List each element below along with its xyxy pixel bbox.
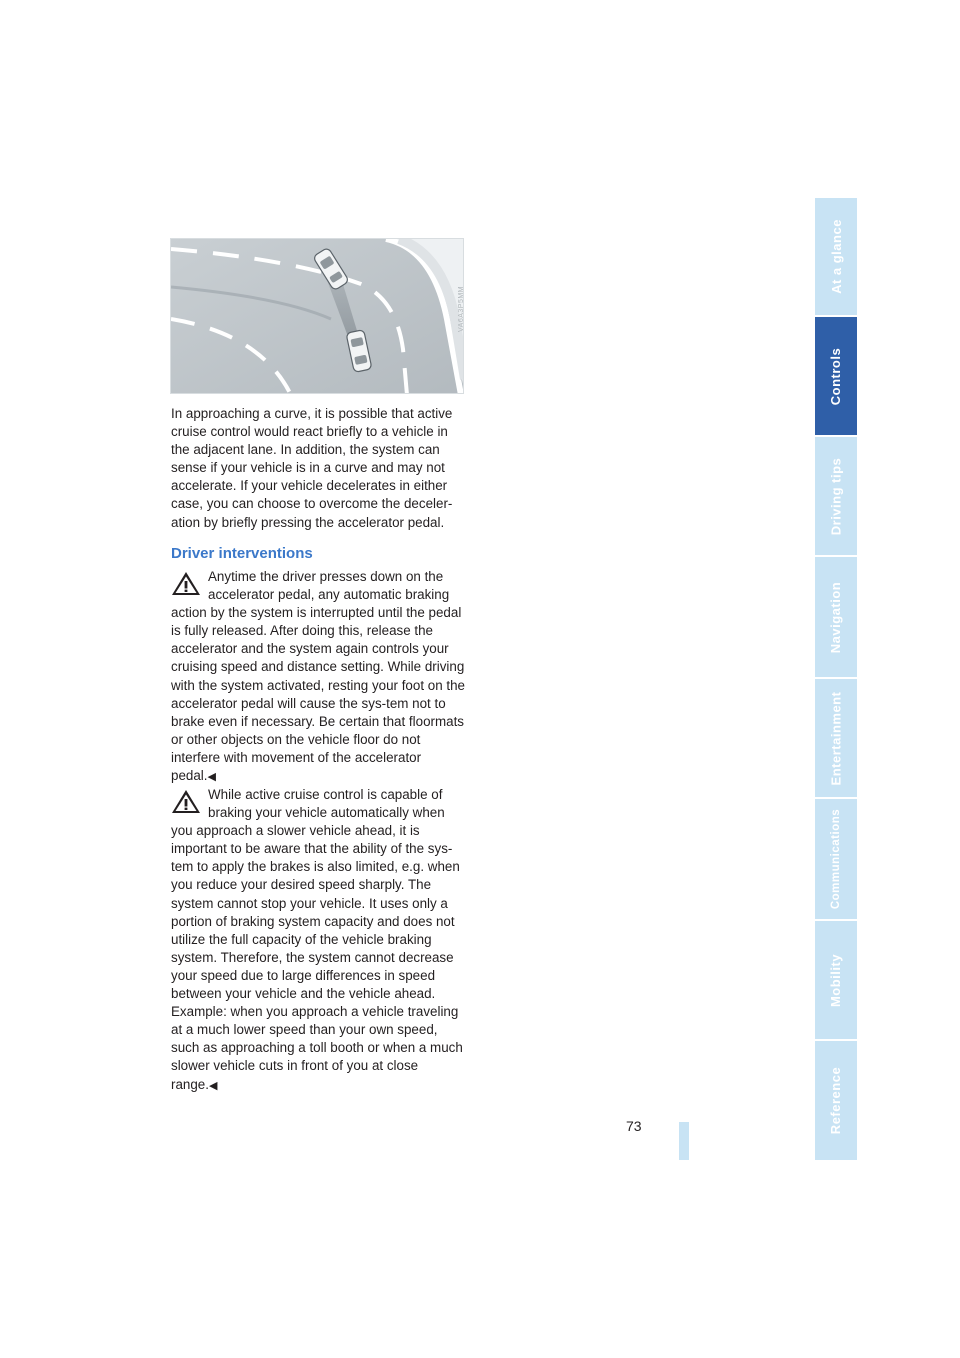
- tab-label: Driving tips: [828, 457, 844, 535]
- intro-text: In approaching a curve, it is possible that active cruise control would react briefly to a vehicle in the adjacent lane. In addition, the system can sense if your vehicle is in a curve and may not accelerate. If your vehicle decelerates in either case, you can choose to overcome the deceler-ation by briefly pressing the accelerator pedal.: [171, 406, 453, 530]
- warning-text-1: Anytime the driver presses down on the accelerator pedal, any automatic braking action by the system is interrupted until the pedal is fully released. After doing this, release the accelerator and the system again controls your cruising speed and distance setting. While driving with the system activated, resting your foot on the accelerator pedal will cause the sys-tem not to brake even if necessary. Be certain that floormats or other objects on the vehicle floor do not interfere with movement of the accelerator pedal.: [171, 569, 465, 784]
- tab-at-a-glance[interactable]: [815, 198, 857, 315]
- page-number-bar: [679, 1122, 689, 1160]
- end-mark-icon: ◀: [207, 771, 216, 784]
- warning-triangle-icon: [171, 571, 201, 596]
- tab-label: Communications: [830, 808, 843, 910]
- tab-mobility[interactable]: [815, 921, 857, 1039]
- page-number: 73: [626, 1118, 642, 1134]
- tab-label: Controls: [828, 347, 844, 405]
- tab-reference[interactable]: [815, 1041, 857, 1160]
- tab-navigation[interactable]: [815, 557, 857, 677]
- warning-block-2: [171, 786, 467, 1095]
- tab-label: Reference: [828, 1066, 844, 1135]
- intro-paragraph: [171, 405, 467, 532]
- tab-entertainment[interactable]: [815, 679, 857, 797]
- tab-label: At a glance: [828, 219, 844, 294]
- tab-controls[interactable]: [815, 317, 857, 435]
- tab-label: Entertainment: [828, 691, 844, 785]
- tab-label: Navigation: [828, 581, 844, 653]
- tab-label: Mobility: [828, 953, 844, 1007]
- warning-triangle-icon: [171, 789, 201, 814]
- curve-illustration: [170, 238, 464, 394]
- warning-block-1: [171, 568, 467, 786]
- end-mark-icon: ◀: [208, 1079, 218, 1092]
- section-heading: Driver interventions: [171, 545, 313, 562]
- curve-road-diagram: [171, 239, 464, 394]
- figure-code: VA6A3P5MM: [458, 286, 465, 332]
- tab-driving-tips[interactable]: [815, 437, 857, 555]
- tab-communications[interactable]: [815, 799, 857, 919]
- warning-text-2: While active cruise control is capable of braking your vehicle automatically when you approach a slower vehicle ahead, it is important to be aware that the ability of the sys-tem to apply the brakes is also limited, e.g. when you reduce your desired speed sharply. The system cannot stop your vehicle. It uses only a portion of braking system capacity and does not utilize the full capacity of the vehicle braking system. Therefore, the system cannot decrease your speed due to large differences in speed between your vehicle and the vehicle ahead. Example: when you approach a vehicle traveling at a much lower speed than your own speed, such as approaching a toll booth or when a much slower vehicle cuts in front of you at close range.: [171, 787, 463, 1092]
